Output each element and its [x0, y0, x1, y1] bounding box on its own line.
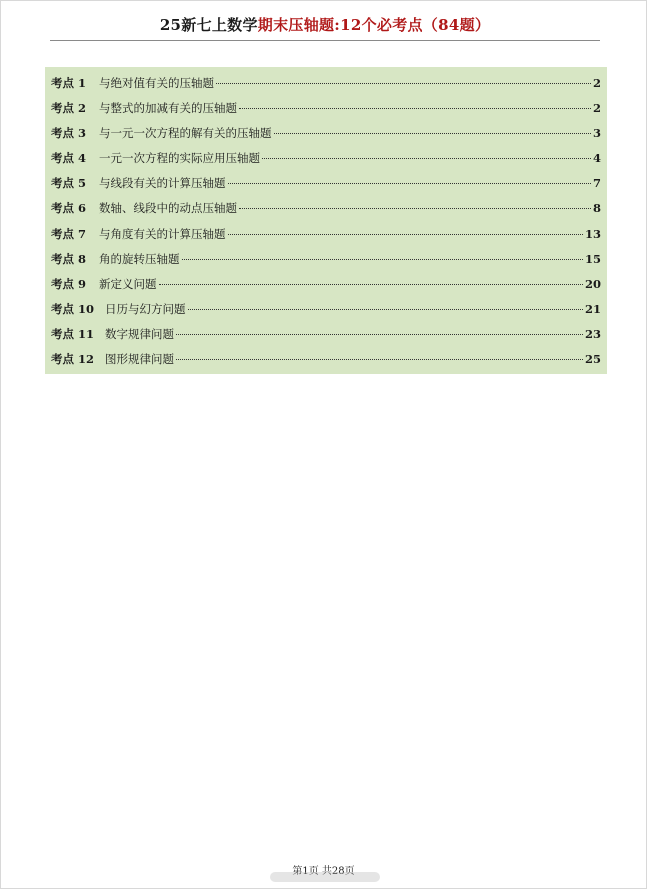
toc-entry-page: 8	[592, 201, 601, 216]
toc-entry[interactable]	[51, 226, 601, 251]
toc-dot-leader	[182, 259, 583, 260]
page-title-highlight: 期末压轴题:12个必考点（84题）	[257, 16, 491, 34]
toc-entry-title: 角的旋转压轴题	[99, 251, 180, 266]
toc-entry-title: 一元一次方程的实际应用压轴题	[99, 151, 260, 166]
toc-entry[interactable]	[51, 175, 601, 200]
toc-entry-title: 日历与幻方问题	[105, 301, 186, 316]
toc-dot-leader	[239, 108, 591, 109]
toc-entry-number: 考点 10	[51, 301, 95, 316]
toc-entry-number: 考点 9	[51, 276, 87, 291]
toc-entry-number: 考点 4	[51, 151, 87, 166]
toc-entry[interactable]	[51, 351, 601, 376]
toc-entry-page: 15	[584, 251, 601, 266]
toc-dot-leader	[216, 83, 591, 84]
toc-entry[interactable]	[51, 200, 601, 225]
toc-entry-page: 3	[592, 126, 601, 141]
toc-entry-title: 图形规律问题	[105, 352, 174, 367]
toc-entry-title: 与一元一次方程的解有关的压轴题	[99, 126, 272, 141]
toc-entry[interactable]	[51, 301, 601, 326]
toc-entry-page: 25	[584, 352, 601, 367]
toc-entry-title: 新定义问题	[99, 276, 157, 291]
toc-entry-title: 与绝对值有关的压轴题	[99, 76, 214, 90]
toc-entry-number: 考点 5	[51, 176, 87, 191]
toc-entry-number: 考点 6	[51, 201, 87, 216]
toc-entry[interactable]	[51, 100, 601, 125]
toc-entry-page: 7	[592, 176, 601, 191]
toc-entry-number: 考点 12	[51, 352, 95, 367]
toc-entry-title: 与整式的加减有关的压轴题	[99, 101, 237, 116]
page-title-prefix: 25新七上数学	[159, 16, 258, 34]
toc-dot-leader	[262, 158, 591, 159]
toc-entry-number: 考点 7	[51, 226, 87, 241]
toc-dot-leader	[188, 309, 583, 310]
watermark	[270, 872, 380, 882]
table-of-contents	[45, 67, 607, 374]
toc-dot-leader	[159, 284, 583, 285]
toc-entry-page: 2	[592, 76, 601, 90]
toc-entry-number: 考点 3	[51, 126, 87, 141]
toc-entry[interactable]	[51, 150, 601, 175]
toc-entry-page: 13	[584, 226, 601, 241]
toc-entry[interactable]	[51, 75, 601, 100]
toc-entry-number: 考点 11	[51, 326, 95, 341]
toc-entry-title: 数字规律问题	[105, 326, 174, 341]
toc-dot-leader	[239, 208, 591, 209]
toc-entry-page: 21	[584, 301, 601, 316]
toc-dot-leader	[176, 359, 583, 360]
toc-entry[interactable]	[51, 276, 601, 301]
toc-entry-title: 数轴、线段中的动点压轴题	[99, 201, 237, 216]
toc-dot-leader	[274, 133, 591, 134]
toc-entry-number: 考点 1	[51, 76, 87, 90]
page-footer: 第1页 共28页	[292, 866, 355, 877]
toc-entry[interactable]	[51, 251, 601, 276]
toc-entry-title: 与线段有关的计算压轴题	[99, 176, 226, 191]
toc-entry[interactable]	[51, 125, 601, 150]
toc-dot-leader	[176, 334, 583, 335]
toc-entry-number: 考点 8	[51, 251, 87, 266]
toc-entry-page: 2	[592, 101, 601, 116]
toc-entry-page: 20	[584, 276, 601, 291]
toc-entry-page: 23	[584, 326, 601, 341]
header-divider	[50, 40, 600, 41]
toc-entry-number: 考点 2	[51, 101, 87, 116]
toc-dot-leader	[228, 183, 591, 184]
toc-dot-leader	[228, 234, 583, 235]
toc-entry-title: 与角度有关的计算压轴题	[99, 226, 226, 241]
page-title	[50, 14, 600, 36]
toc-entry-page: 4	[592, 151, 601, 166]
toc-entry[interactable]	[51, 326, 601, 351]
